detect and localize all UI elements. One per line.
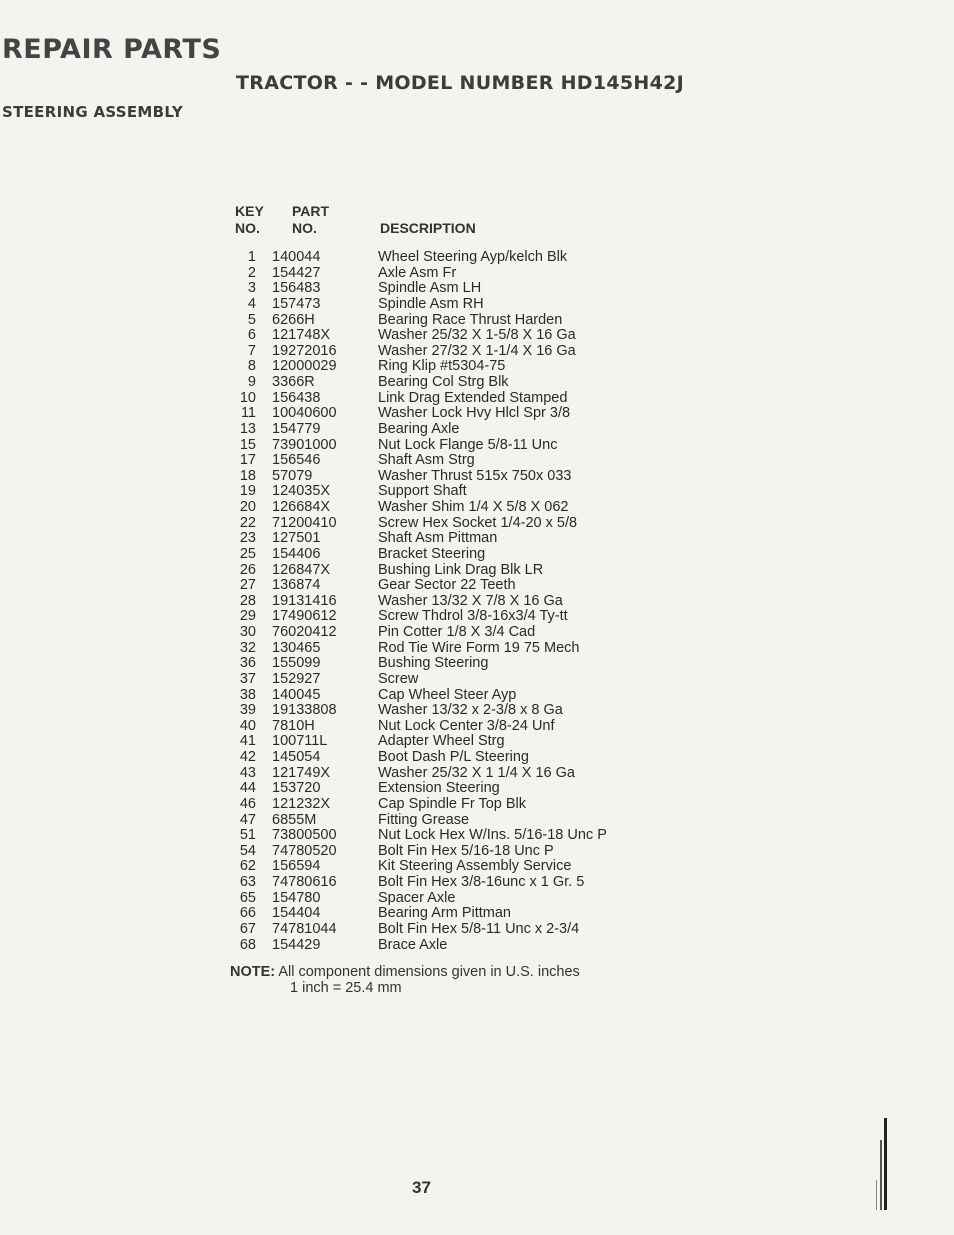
page-number: 37 <box>412 1178 431 1197</box>
table-row <box>230 375 650 391</box>
part-description: Bolt Fin Hex 5/8-11 Unc x 2-3/4 <box>378 920 580 937</box>
part-description: Washer 27/32 X 1-1/4 X 16 Ga <box>378 342 576 359</box>
part-description: Bearing Arm Pittman <box>378 905 511 922</box>
table-row <box>230 516 650 532</box>
part-description: Bushing Steering <box>378 655 489 672</box>
key-no: 44 <box>239 780 256 797</box>
part-description: Washer Shim 1/4 X 5/8 X 062 <box>378 499 569 515</box>
table-row <box>230 484 650 500</box>
part-description: Screw Hex Socket 1/4-20 x 5/8 <box>378 514 578 531</box>
key-no: 26 <box>239 561 256 578</box>
part-description: Rod Tie Wire Form 19 75 Mech <box>378 639 580 656</box>
part-no: 154429 <box>272 936 321 953</box>
part-description: Bearing Race Thrust Harden <box>378 311 563 328</box>
table-row <box>230 547 650 563</box>
table-row <box>230 875 650 891</box>
key-no: 18 <box>239 467 256 484</box>
part-description: Washer 25/32 X 1 1/4 X 16 Ga <box>378 764 575 781</box>
key-no: 7 <box>247 342 256 359</box>
part-description: Washer 13/32 X 7/8 X 16 Ga <box>378 592 563 609</box>
part-no: 74780616 <box>272 874 337 890</box>
table-row <box>230 391 650 407</box>
key-no: 46 <box>239 795 256 812</box>
key-no: 38 <box>239 686 256 703</box>
key-no: 36 <box>239 655 256 672</box>
key-no: 54 <box>239 842 256 859</box>
key-no: 5 <box>247 311 256 328</box>
key-no: 11 <box>240 405 256 422</box>
table-row <box>230 828 650 844</box>
key-header-line2: NO. <box>235 220 260 236</box>
table-row <box>230 578 650 594</box>
part-no: 145054 <box>272 749 321 765</box>
table-row <box>230 281 650 297</box>
model-subtitle: TRACTOR - - MODEL NUMBER HD145H42J <box>236 72 685 94</box>
part-description: Cap Spindle Fr Top Blk <box>378 795 527 812</box>
part-description: Fitting Grease <box>378 811 470 828</box>
part-description: Spacer Axle <box>378 889 456 906</box>
part-no: 155099 <box>272 655 321 672</box>
part-description: Gear Sector 22 Teeth <box>378 577 516 594</box>
part-no: 130465 <box>272 639 321 656</box>
part-no: 156483 <box>272 280 321 297</box>
part-no: 127501 <box>272 530 321 547</box>
part-description: Bushing Link Drag Blk LR <box>378 561 544 578</box>
part-no: 6855M <box>272 811 317 828</box>
note-text: All component dimensions given in U.S. inches <box>278 964 580 980</box>
part-no: 140045 <box>272 686 321 703</box>
table-row <box>230 313 650 329</box>
key-no: 41 <box>239 733 256 750</box>
part-no: 136874 <box>272 577 321 594</box>
description-header: DESCRIPTION <box>380 220 476 236</box>
key-no: 2 <box>247 264 256 281</box>
key-header-line1: KEY <box>235 203 264 219</box>
part-no: 121748X <box>272 327 331 344</box>
part-description: Pin Cotter 1/8 X 3/4 Cad <box>378 624 536 640</box>
table-row <box>230 250 650 266</box>
part-no: 156594 <box>272 858 321 875</box>
part-description: Extension Steering <box>378 780 500 797</box>
part-description: Washer Lock Hvy Hlcl Spr 3/8 <box>378 405 571 422</box>
note-label: NOTE: <box>230 964 276 980</box>
part-no: 7810H <box>272 717 315 734</box>
table-row <box>230 656 650 672</box>
table-row <box>230 297 650 313</box>
key-no: 42 <box>239 749 256 765</box>
key-no: 22 <box>239 514 256 531</box>
table-row <box>230 359 650 375</box>
table-row <box>230 922 650 938</box>
key-no: 68 <box>239 936 256 953</box>
part-no: 152927 <box>272 670 321 687</box>
table-row <box>230 844 650 860</box>
part-description: Screw Thdrol 3/8-16x3/4 Ty-tt <box>378 608 568 625</box>
part-no: 157473 <box>272 295 321 312</box>
part-no: 57079 <box>272 467 313 484</box>
key-no: 51 <box>239 827 256 844</box>
table-row <box>230 734 650 750</box>
table-row <box>230 453 650 469</box>
table-row <box>230 609 650 625</box>
note <box>230 964 580 980</box>
table-row <box>230 672 650 688</box>
table-row <box>230 797 650 813</box>
part-no: 6266H <box>272 311 315 328</box>
part-description: Cap Wheel Steer Ayp <box>378 686 517 703</box>
part-no: 19272016 <box>272 342 337 359</box>
part-description: Shaft Asm Pittman <box>378 530 498 547</box>
part-description: Screw <box>378 670 419 687</box>
part-no: 154779 <box>272 420 321 437</box>
key-no: 10 <box>239 389 256 406</box>
table-row <box>230 688 650 704</box>
part-description: Brace Axle <box>378 936 448 953</box>
part-description: Boot Dash P/L Steering <box>378 749 529 765</box>
key-no: 47 <box>239 811 256 828</box>
table-row <box>230 906 650 922</box>
key-no: 62 <box>239 858 256 875</box>
table-row <box>230 563 650 579</box>
part-no: 19131416 <box>272 592 337 609</box>
key-no: 19 <box>239 483 256 500</box>
part-description: Shaft Asm Strg <box>378 452 475 469</box>
key-no: 43 <box>239 764 256 781</box>
part-no: 154406 <box>272 545 321 562</box>
part-description: Nut Lock Flange 5/8-11 Unc <box>378 436 558 453</box>
part-description: Bolt Fin Hex 5/16-18 Unc P <box>378 842 554 859</box>
table-row <box>230 531 650 547</box>
key-no: 4 <box>247 295 256 312</box>
part-no: 74781044 <box>272 920 337 937</box>
part-no: 156438 <box>272 389 321 406</box>
part-description: Support Shaft <box>378 483 467 500</box>
part-no: 71200410 <box>272 514 337 531</box>
key-no: 63 <box>239 874 256 890</box>
table-row <box>230 500 650 516</box>
part-description: Washer Thrust 515x 750x 033 <box>378 467 572 484</box>
part-no: 124035X <box>272 483 331 500</box>
part-header-line2: NO. <box>292 220 317 236</box>
part-description: Ring Klip #t5304-75 <box>378 358 506 375</box>
part-no: 126684X <box>272 499 331 515</box>
part-no: 3366R <box>272 374 315 390</box>
part-description: Link Drag Extended Stamped <box>378 389 568 406</box>
table-row <box>230 406 650 422</box>
table-row <box>230 328 650 344</box>
table-row <box>230 766 650 782</box>
key-no: 3 <box>247 280 256 297</box>
key-no: 32 <box>239 639 256 656</box>
table-row <box>230 859 650 875</box>
part-no: 73800500 <box>272 827 337 844</box>
key-no: 28 <box>239 592 256 609</box>
table-row <box>230 781 650 797</box>
part-no: 100711L <box>272 733 328 750</box>
key-no: 17 <box>239 452 256 469</box>
table-row <box>230 266 650 282</box>
key-no: 25 <box>239 545 256 562</box>
table-row <box>230 750 650 766</box>
part-description: Bracket Steering <box>378 545 486 562</box>
table-row <box>230 469 650 485</box>
key-no: 29 <box>239 608 256 625</box>
part-description: Washer 25/32 X 1-5/8 X 16 Ga <box>378 327 576 344</box>
part-no: 73901000 <box>272 436 337 453</box>
table-row <box>230 422 650 438</box>
key-no: 13 <box>239 420 256 437</box>
part-description: Spindle Asm LH <box>378 280 482 297</box>
part-description: Bearing Axle <box>378 420 460 437</box>
part-description: Spindle Asm RH <box>378 295 484 312</box>
key-no: 23 <box>239 530 256 547</box>
part-description: Nut Lock Hex W/Ins. 5/16-18 Unc P <box>378 827 607 844</box>
table-row <box>230 625 650 641</box>
part-description: Wheel Steering Ayp/kelch Blk <box>378 249 568 265</box>
part-no: 153720 <box>272 780 321 797</box>
part-no: 121749X <box>272 764 331 781</box>
part-no: 126847X <box>272 561 331 578</box>
part-no-header <box>292 203 329 237</box>
key-no-header <box>235 203 264 237</box>
part-no: 76020412 <box>272 624 337 640</box>
table-row <box>230 438 650 454</box>
table-row <box>230 719 650 735</box>
part-description: Adapter Wheel Strg <box>378 733 505 750</box>
part-no: 19133808 <box>272 702 337 719</box>
key-no: 40 <box>239 717 256 734</box>
part-no: 12000029 <box>272 358 337 375</box>
key-no: 9 <box>247 374 256 390</box>
table-row <box>230 891 650 907</box>
table-row <box>230 344 650 360</box>
part-no: 10040600 <box>272 405 337 422</box>
note-conversion: 1 inch = 25.4 mm <box>290 980 402 996</box>
key-no: 65 <box>239 889 256 906</box>
key-no: 8 <box>247 358 256 375</box>
table-row <box>230 938 650 954</box>
part-description: Bearing Col Strg Blk <box>378 374 509 390</box>
key-no: 27 <box>239 577 256 594</box>
key-no: 20 <box>239 499 256 515</box>
key-no: 39 <box>239 702 256 719</box>
part-description: Nut Lock Center 3/8-24 Unf <box>378 717 555 734</box>
part-no: 156546 <box>272 452 321 469</box>
part-description: Axle Asm Fr <box>378 264 457 281</box>
part-no: 74780520 <box>272 842 337 859</box>
page-title: REPAIR PARTS <box>2 34 222 65</box>
part-description: Kit Steering Assembly Service <box>378 858 572 875</box>
part-no: 140044 <box>272 249 321 265</box>
part-header-line1: PART <box>292 203 330 219</box>
scan-artifact <box>872 1110 890 1210</box>
key-no: 15 <box>239 436 256 453</box>
table-row <box>230 813 650 829</box>
part-no: 17490612 <box>272 608 337 625</box>
key-no: 66 <box>239 905 256 922</box>
part-no: 154780 <box>272 889 321 906</box>
table-row <box>230 703 650 719</box>
key-no: 37 <box>239 670 256 687</box>
part-description: Washer 13/32 x 2-3/8 x 8 Ga <box>378 702 563 719</box>
part-no: 121232X <box>272 795 331 812</box>
table-row <box>230 594 650 610</box>
table-row <box>230 641 650 657</box>
key-no: 6 <box>247 327 256 344</box>
part-description: Bolt Fin Hex 3/8-16unc x 1 Gr. 5 <box>378 874 585 890</box>
section-title: STEERING ASSEMBLY <box>2 103 184 121</box>
key-no: 67 <box>239 920 256 937</box>
part-no: 154404 <box>272 905 321 922</box>
key-no: 30 <box>239 624 256 640</box>
parts-list <box>230 250 650 953</box>
part-no: 154427 <box>272 264 321 281</box>
key-no: 1 <box>247 249 256 265</box>
